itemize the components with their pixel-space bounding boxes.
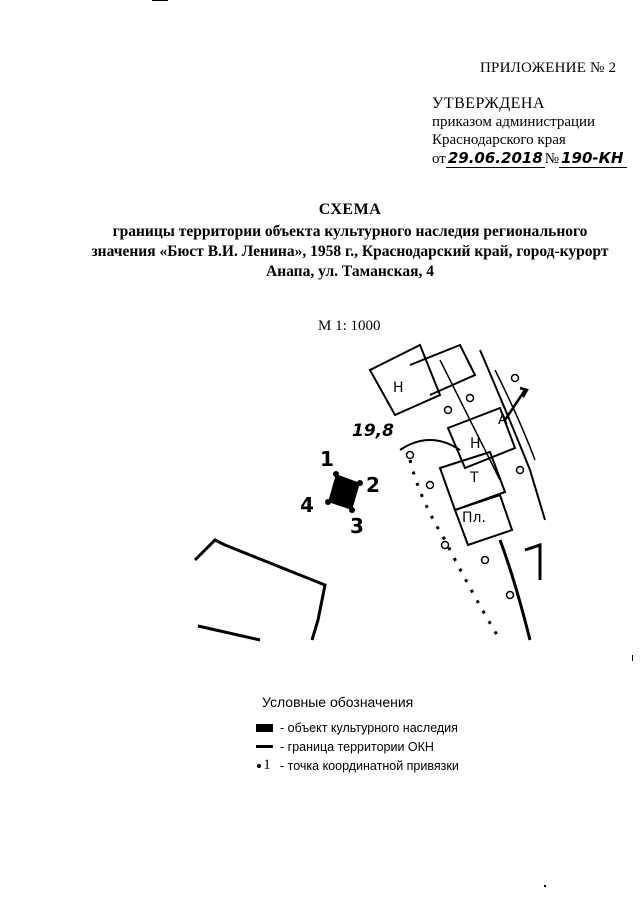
title-line-1: границы территории объекта культурного наследия регионального	[112, 223, 588, 240]
approved-line-1: приказом администрации	[432, 114, 596, 130]
point-label-3: 3	[350, 514, 364, 538]
document-title	[60, 200, 640, 282]
large-building-lower-edge	[198, 626, 260, 640]
tree-marker	[482, 557, 489, 564]
boundary-point-1	[333, 471, 339, 477]
boundary-point-4	[325, 499, 331, 505]
legend-title: Условные обозначения	[262, 694, 414, 710]
title-line-2: значения «Бюст В.И. Ленина», 1958 г., Краснодарский край, город-курорт	[91, 243, 609, 260]
building-outline-2	[410, 345, 475, 395]
corner-label: А	[498, 412, 508, 428]
legend-item-label: - точка координатной привязки	[280, 758, 459, 773]
tree-marker	[407, 452, 414, 459]
road-curve-line	[400, 440, 460, 450]
order-line	[432, 149, 627, 168]
tree-marker	[507, 592, 514, 599]
order-number-prefix: №	[544, 151, 560, 167]
boundary-point-2	[357, 480, 363, 486]
tree-marker	[445, 407, 452, 414]
legend-item-label: - объект культурного наследия	[280, 720, 458, 735]
reference-point-symbol-text: 1	[263, 757, 271, 773]
margin-tick	[632, 655, 633, 661]
property-fence	[500, 540, 530, 640]
sidewalk-line	[410, 460, 500, 640]
approved-title: УТВЕРЖДЕНА	[432, 95, 546, 112]
appendix-label: ПРИЛОЖЕНИЕ № 2	[480, 60, 617, 76]
legend-item-boundary	[254, 737, 459, 756]
building-label: Т	[470, 470, 479, 486]
building-label: Пл.	[462, 510, 486, 526]
approval-block	[432, 95, 627, 168]
point-label-4: 4	[300, 493, 314, 517]
legend-item-label: - граница территории ОКН	[280, 739, 434, 754]
building-label: Н	[470, 436, 481, 452]
site-plan-map	[180, 340, 550, 660]
order-date: 29.06.2018	[447, 149, 543, 167]
order-number: 190-КН	[559, 149, 627, 168]
boundary-line-symbol	[254, 741, 274, 753]
legend-item-reference-point	[254, 756, 459, 775]
reference-point-symbol	[254, 757, 274, 773]
elevation-label: 19,8	[352, 421, 394, 441]
tree-marker	[467, 395, 474, 402]
boundary-point-3	[349, 507, 355, 513]
map-circles	[407, 375, 524, 599]
map-scale: М 1: 1000	[318, 318, 381, 334]
legend-item-heritage-object	[254, 718, 459, 737]
tree-marker	[517, 467, 524, 474]
tree-marker	[427, 482, 434, 489]
approved-line-2: Краснодарского края	[432, 132, 566, 148]
title-heading: СХЕМА	[318, 201, 382, 218]
order-prefix: от	[432, 151, 446, 167]
building-label: Н	[393, 380, 404, 396]
point-label-1: 1	[320, 447, 334, 471]
building-outline-1	[370, 345, 440, 415]
bottom-tick	[544, 885, 546, 887]
heritage-object-symbol	[254, 722, 274, 734]
small-structure	[525, 545, 540, 580]
legend	[254, 718, 459, 775]
tree-marker	[512, 375, 519, 382]
point-label-2: 2	[366, 473, 380, 497]
title-line-3: Анапа, ул. Таманская, 4	[266, 263, 434, 280]
large-building-outline	[195, 540, 325, 640]
heritage-object-marker	[328, 474, 360, 510]
tree-marker	[442, 542, 449, 549]
top-left-tick	[152, 0, 168, 1]
